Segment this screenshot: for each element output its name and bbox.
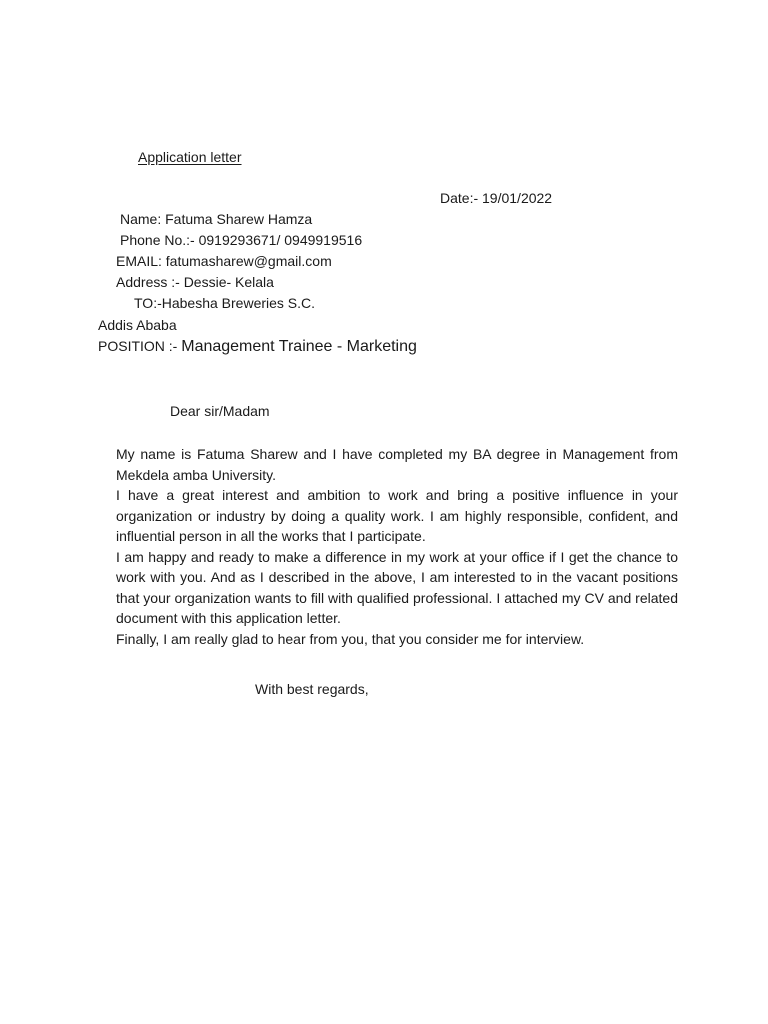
position-label: POSITION :-	[98, 338, 182, 354]
body-paragraph: I have a great interest and ambition to work and bring a positive influence in your organization or industry by doing a quality work. I am highly responsible, confident, and influential person in all the works that I participate.	[116, 487, 678, 544]
applicant-name: Name: Fatuma Sharew Hamza	[120, 211, 313, 227]
letter-body	[116, 444, 678, 649]
letter-date: Date:- 19/01/2022	[440, 190, 553, 206]
recipient-city: Addis Ababa	[98, 317, 177, 333]
body-paragraph: My name is Fatuma Sharew and I have completed my BA degree in Management from Mekdela amba University.	[116, 446, 678, 483]
recipient-line	[134, 295, 315, 312]
body-paragraph: I am happy and ready to make a difference in my work at your office if I get the chance to work with you. And as I described in the above, I am interested to in the vacant positions that your organization wants to fill with qualified professional. I attached my CV and related document with this application letter.	[116, 548, 678, 626]
recipient-label: TO:-	[134, 295, 162, 311]
applicant-phone: Phone No.:- 0919293671/ 0949919516	[120, 232, 363, 248]
position-title: Management Trainee - Marketing	[181, 338, 417, 355]
applicant-email: EMAIL: fatumasharew@gmail.com	[116, 253, 332, 269]
body-paragraph: Finally, I am really glad to hear from you, that you consider me for interview.	[116, 630, 585, 647]
recipient-company: Habesha Breweries S.C.	[161, 295, 316, 311]
position-line	[98, 338, 417, 356]
closing: With best regards,	[255, 681, 369, 697]
applicant-address: Address :- Dessie- Kelala	[116, 274, 274, 290]
salutation: Dear sir/Madam	[170, 403, 270, 419]
letter-title: Application letter	[138, 149, 242, 165]
